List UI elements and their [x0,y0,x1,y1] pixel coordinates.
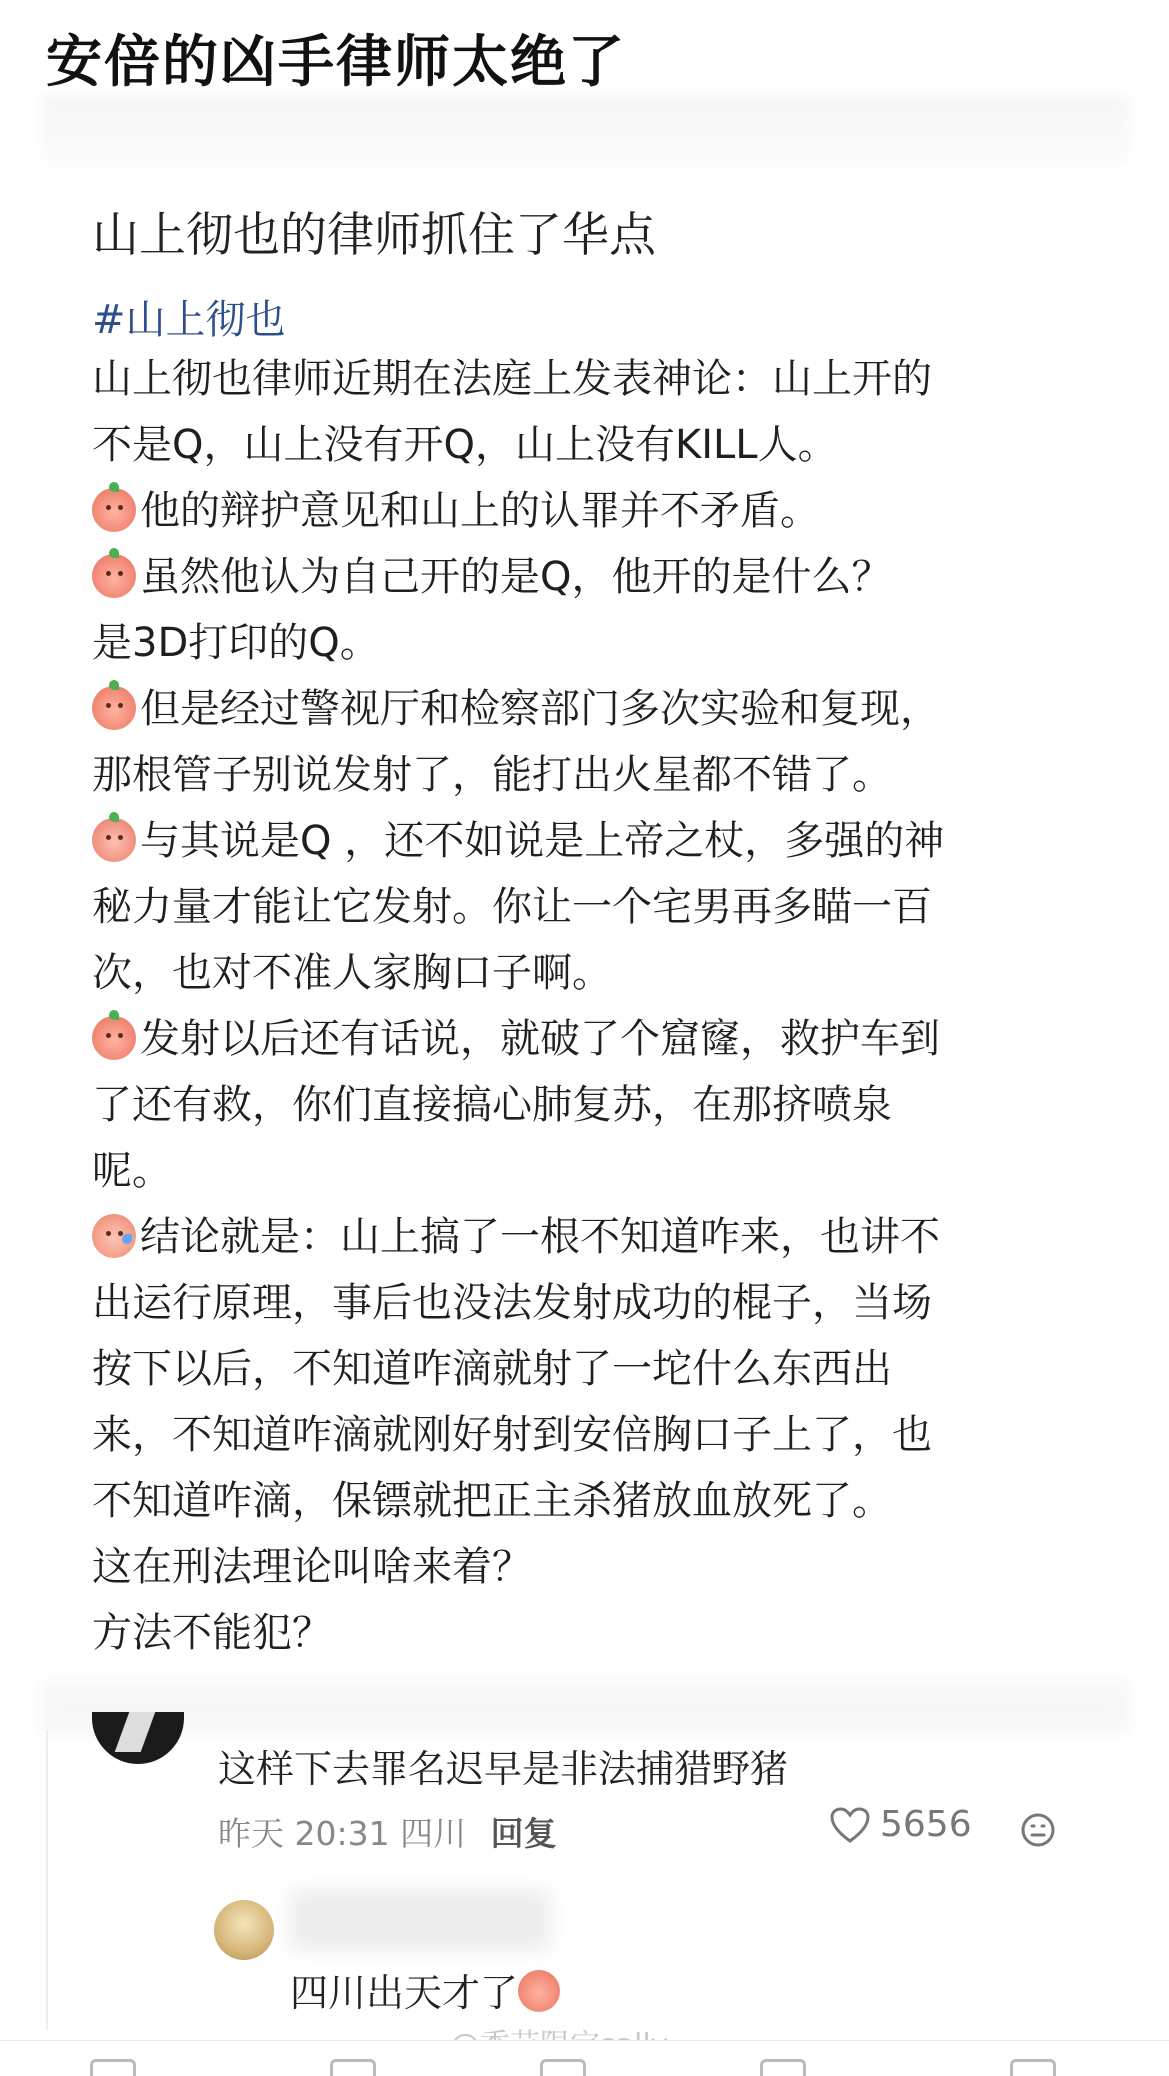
smile-emoji-icon [92,488,136,532]
post-body [92,346,1092,1666]
bottom-action-bar [0,2040,1169,2071]
heart-icon [830,1807,870,1843]
post-body-line [92,478,1092,544]
post-body-text: 秘力量才能让它发射。你让一个宅男再多瞄一百 [92,884,932,930]
reply-button[interactable]: 回复 [490,1814,557,1853]
post-title: 山上彻也的律师抓住了华点 [92,208,656,263]
gift-icon[interactable] [1010,2059,1056,2076]
post-body-text: 呢。 [92,1148,172,1194]
smile-emoji-icon [92,686,136,730]
post-body-text: 虽然他认为自己开的是Q，他开的是什么？ [140,554,892,600]
post-body-text: 来，不知道咋滴就刚好射到安倍胸口子上了，也 [92,1412,932,1458]
share-icon[interactable] [90,2059,136,2076]
comment-thread-rule [46,1730,48,2030]
post-body-line [92,940,1092,1006]
post-body-text: 出运行原理，事后也没法发射成功的棍子，当场 [92,1280,932,1326]
like-button[interactable] [830,1804,972,1845]
comment-time: 昨天 20:31 [218,1814,390,1853]
smile-icon[interactable] [1020,1812,1056,1848]
page-title: 安倍的凶手律师太绝了 [46,30,626,95]
post-body-text: 是3D打印的Q。 [92,620,380,666]
post-body-line [92,808,1092,874]
post-body-line [92,1534,1092,1600]
post-body-text: 那根管子别说发射了，能打出火星都不错了。 [92,752,892,798]
post-body-text: 不知道咋滴，保镖就把正主杀猪放血放死了。 [92,1478,892,1524]
post-body-line [92,1402,1092,1468]
post-body-text: 但是经过警视厅和检察部门多次实验和复现， [140,686,940,732]
post-body-text: 山上彻也律师近期在法庭上发表神论：山上开的 [92,356,932,402]
post-body-line [92,1270,1092,1336]
post-body-line [92,874,1092,940]
post-body-text: 结论就是：山上搞了一根不知道咋来，也讲不 [140,1214,940,1260]
like-count: 5656 [880,1804,972,1845]
post-body-text: 了还有救，你们直接搞心肺复苏，在那挤喷泉 [92,1082,892,1128]
post-body-line [92,1336,1092,1402]
post-body-text: 发射以后还有话说，就破了个窟窿，救护车到 [140,1016,940,1062]
sweat-emoji-icon [92,1214,136,1258]
post-body-line [92,412,1092,478]
blurred-reply-username [290,1890,550,1950]
post-body-line [92,544,1092,610]
post-body-text: 方法不能犯？ [92,1610,332,1656]
like-icon[interactable] [760,2059,806,2076]
post-body-line [92,346,1092,412]
comment-meta [218,1808,557,1855]
smile-emoji-icon [92,554,136,598]
post-body-line [92,1006,1092,1072]
reply-comment [290,1962,560,2017]
post-body-line [92,1600,1092,1666]
post-body-line [92,1138,1092,1204]
blurred-divider [40,1680,1130,1735]
repost-icon[interactable] [540,2059,586,2076]
post-body-line [92,1468,1092,1534]
post-body-text: 不是Q，山上没有开Q，山上没有KILL人。 [92,422,838,468]
hashtag-link[interactable]: #山上彻也 [92,297,286,343]
post-body-text: 这在刑法理论叫啥来着？ [92,1544,532,1590]
post-body-line [92,676,1092,742]
crying-emoji-icon [518,1970,560,2012]
post-body-line [92,610,1092,676]
smile-emoji-icon [92,1016,136,1060]
post-body-line [92,742,1092,808]
post-body-line [92,1072,1092,1138]
post-body-text: 按下以后，不知道咋滴就射了一坨什么东西出 [92,1346,892,1392]
reply-avatar[interactable] [214,1900,274,1960]
post-body-text: 次，也对不准人家胸口子啊。 [92,950,612,996]
comment-text: 这样下去罪名迟早是非法捕猎野猪 [218,1747,789,1791]
avatar[interactable] [92,1712,184,1764]
comment-location: 四川 [400,1814,467,1853]
post-body-line [92,1204,1092,1270]
blurred-header-area [40,95,1130,165]
cry-emoji-icon [92,818,136,862]
post-body-text: 与其说是Q ，还不如说是上帝之杖，多强的神 [140,818,945,864]
reply-text: 四川出天才了 [290,1971,519,2015]
comment-icon[interactable] [330,2059,376,2076]
post-body-text: 他的辩护意见和山上的认罪并不矛盾。 [140,488,820,534]
